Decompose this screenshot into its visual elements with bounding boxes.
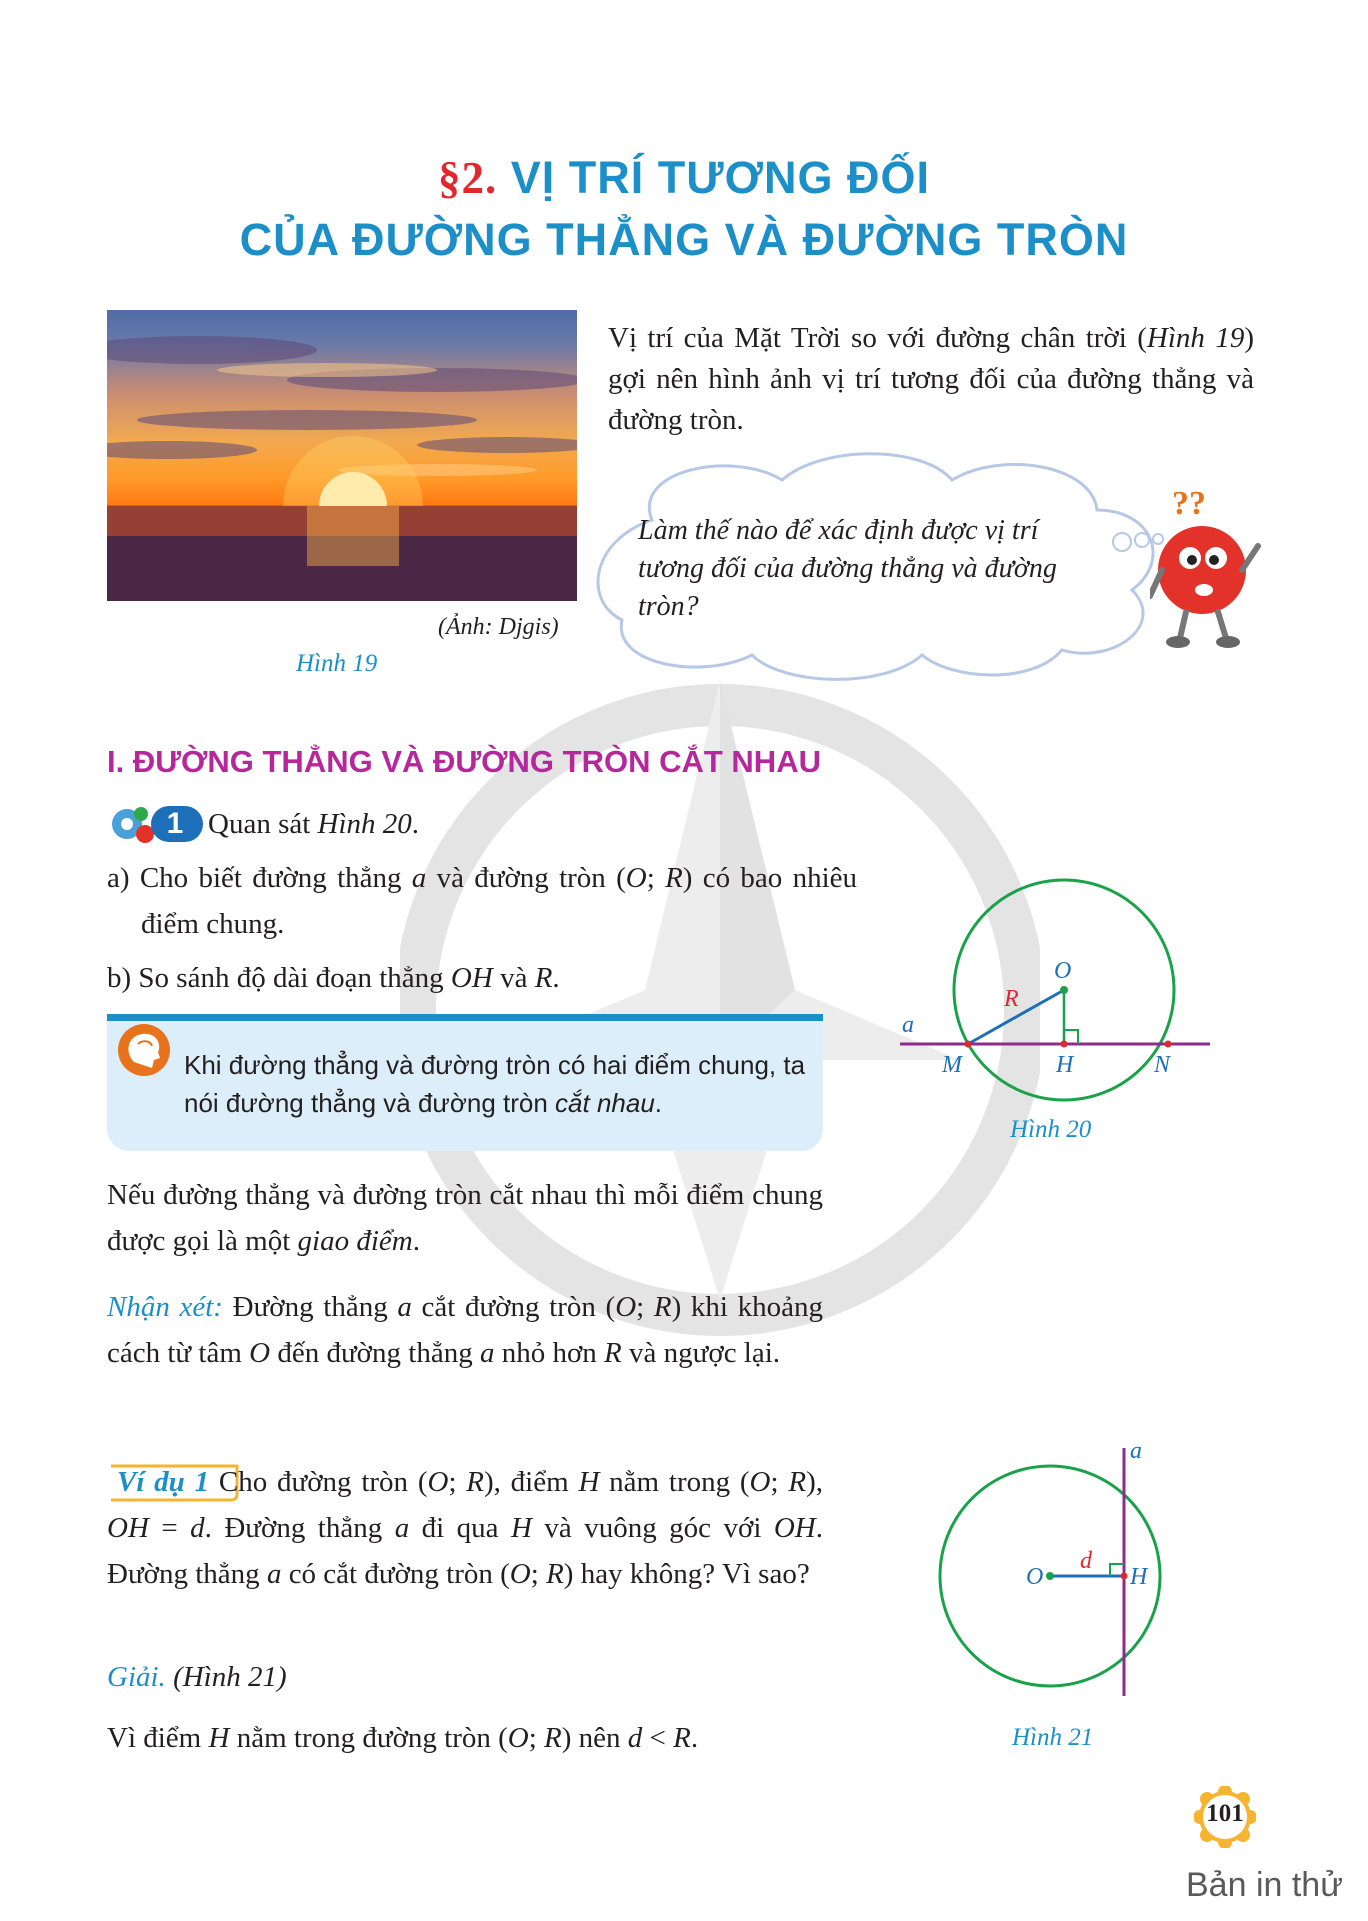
remark-p3: ; — [636, 1291, 654, 1323]
fig21-label-O: O — [1026, 1564, 1044, 1590]
fig21-point-H — [1121, 1573, 1128, 1580]
remark-paragraph — [107, 1284, 823, 1376]
sol-e: < — [642, 1722, 674, 1754]
solution-line — [107, 1716, 698, 1760]
item-a-O: O — [625, 862, 647, 894]
definition-text-b: . — [412, 1225, 420, 1257]
item-b-p3: . — [552, 962, 560, 994]
fig21-label-H: H — [1130, 1564, 1148, 1590]
activity-number: 1 — [166, 807, 184, 840]
item-a-var: a — [411, 862, 427, 894]
ex-p9: đi qua — [409, 1512, 511, 1544]
remark-p2: cắt đường tròn ( — [411, 1291, 616, 1323]
fig21-label-d: d — [1080, 1548, 1092, 1574]
section-mark: §2. — [438, 153, 498, 203]
item-a-p1: a) Cho biết đường thẳng — [107, 862, 412, 894]
ex-p13: ; — [530, 1558, 547, 1590]
remark-R2: R — [604, 1337, 622, 1369]
page-title-line1 — [0, 152, 1368, 204]
sunset-photo — [107, 310, 577, 601]
ex-d: d — [190, 1512, 205, 1544]
item-a-R: R — [665, 862, 683, 894]
ex-p5: ; — [770, 1466, 789, 1498]
ex-H: H — [578, 1466, 600, 1498]
remark-p1: Đường thẳng — [222, 1291, 398, 1323]
activity-ref: Hình 20 — [317, 808, 412, 840]
example-paragraph — [107, 1459, 823, 1597]
activity-text-a: Quan sát — [208, 808, 318, 840]
ex-OH: OH — [107, 1512, 149, 1544]
ex-R: R — [466, 1466, 484, 1498]
activity-item-b — [107, 956, 560, 1000]
ex-p12: có cắt đường tròn ( — [281, 1558, 510, 1590]
sol-dvar: d — [627, 1722, 643, 1754]
ex-p8: . Đường thẳng — [204, 1512, 395, 1544]
brain-head-icon — [116, 1022, 172, 1078]
ex-OH2: OH — [773, 1512, 816, 1544]
item-a-p3: ; — [646, 862, 666, 894]
sol-O: O — [507, 1722, 529, 1754]
figure19-caption: Hình 19 — [296, 650, 378, 677]
definition-text-a: Nếu đường thẳng và đường tròn cắt nhau thì mỗi điểm chung được gọi là một — [107, 1179, 823, 1257]
solution-ref: (Hình 21) — [165, 1661, 287, 1693]
remark-a2: a — [479, 1337, 495, 1369]
item-a-p2: và đường tròn ( — [426, 862, 626, 894]
item-b-p2: và — [492, 962, 535, 994]
figure21-diagram — [930, 1436, 1190, 1696]
ex-a2: a — [266, 1558, 282, 1590]
item-b-p1: b) So sánh độ dài đoạn thẳng — [107, 962, 451, 994]
fig20-label-R: R — [1004, 986, 1019, 1012]
sol-c: ; — [528, 1722, 545, 1754]
intro-text-a: Vị trí của Mặt Trời so với đường chân trời ( — [608, 322, 1147, 354]
fig20-point-M — [965, 1041, 972, 1048]
fig21-point-O — [1046, 1572, 1054, 1580]
fig20-label-O: O — [1054, 958, 1072, 984]
sol-f: . — [690, 1722, 699, 1754]
remark-p6: nhỏ hơn — [494, 1337, 605, 1369]
fig20-point-H — [1061, 1041, 1068, 1048]
example-label: Ví dụ 1 — [117, 1466, 210, 1498]
figure20-caption: Hình 20 — [1010, 1116, 1092, 1143]
remark-O: O — [615, 1291, 637, 1323]
sunset-image — [107, 310, 577, 601]
ex-p6: ), — [806, 1466, 823, 1498]
intro-ref: Hình 19 — [1146, 322, 1245, 354]
ex-p1: Cho đường tròn ( — [209, 1466, 428, 1498]
remark-p7: và ngược lại. — [621, 1337, 781, 1369]
keybox-text-b: . — [654, 1088, 663, 1118]
fig20-label-H: H — [1056, 1052, 1074, 1078]
fig20-label-M: M — [942, 1052, 962, 1078]
figure20-diagram — [880, 860, 1220, 1120]
solution-label-line — [107, 1655, 287, 1699]
fig21-label-a: a — [1130, 1438, 1142, 1464]
ex-p11: . Đường thẳng — [107, 1512, 823, 1590]
ex-p14: ) hay không? Vì sao? — [563, 1558, 810, 1590]
ex-p7: = — [148, 1512, 191, 1544]
draft-watermark: Bản in thử — [1186, 1866, 1343, 1904]
intro-paragraph — [608, 318, 1254, 441]
fig20-point-N — [1165, 1041, 1172, 1048]
item-a-p4: ) có bao nhiêu điểm chung. — [141, 862, 857, 940]
definition-paragraph — [107, 1172, 823, 1264]
ex-p3: ), điểm — [484, 1466, 579, 1498]
sol-b: nằm trong đường tròn ( — [229, 1722, 508, 1754]
definition-em: giao điểm — [297, 1225, 413, 1257]
keybox-em: cắt nhau — [555, 1088, 655, 1118]
intro-text-b: ) gợi nên hình ảnh vị trí tương đối của đường thẳng và đường tròn. — [608, 322, 1254, 436]
fig20-label-N: N — [1154, 1052, 1171, 1078]
key-definition-text — [184, 1046, 810, 1122]
ex-R3: R — [546, 1558, 564, 1590]
figure21-caption: Hình 21 — [1012, 1724, 1094, 1751]
sol-R2: R — [673, 1722, 691, 1754]
ex-p10: và vuông góc với — [531, 1512, 774, 1544]
sol-H: H — [208, 1722, 230, 1754]
ex-O3: O — [509, 1558, 531, 1590]
remark-O2: O — [249, 1337, 271, 1369]
item-b-OH: OH — [450, 962, 493, 994]
sol-R: R — [544, 1722, 562, 1754]
ex-O2: O — [749, 1466, 771, 1498]
mascot-icon — [1150, 486, 1280, 656]
ex-H2: H — [511, 1512, 532, 1544]
page-number: 101 — [1206, 1800, 1244, 1827]
remark-p5: đến đường thẳng — [270, 1337, 480, 1369]
ex-a: a — [394, 1512, 410, 1544]
section-heading: I. ĐƯỜNG THẲNG VÀ ĐƯỜNG TRÒN CẮT NHAU — [107, 744, 821, 779]
title-line1-text: VỊ TRÍ TƯƠNG ĐỐI — [510, 152, 930, 203]
remark-a: a — [397, 1291, 412, 1323]
item-b-R: R — [534, 962, 553, 994]
ex-p2: ; — [448, 1466, 467, 1498]
remark-label: Nhận xét: — [107, 1291, 223, 1323]
keybox-text-a: Khi đường thẳng và đường tròn có hai điểm chung, ta nói đường thẳng và đường tròn — [184, 1050, 806, 1118]
fig20-point-O — [1060, 986, 1068, 994]
ex-R2: R — [788, 1466, 807, 1498]
mascot-question-marks: ?? — [1172, 486, 1206, 522]
photo-credit: (Ảnh: Djgis) — [438, 614, 559, 640]
solution-label: Giải. — [107, 1661, 166, 1693]
sol-a: Vì điểm — [107, 1722, 209, 1754]
page-title-line2: CỦA ĐƯỜNG THẲNG VÀ ĐƯỜNG TRÒN — [239, 214, 1129, 265]
sol-d: ) nên — [561, 1722, 628, 1754]
activity-instruction — [208, 802, 419, 846]
fig20-label-a: a — [902, 1012, 914, 1038]
thought-text: Làm thế nào để xác định được vị trí tương đối của đường thẳng và đường tròn? — [638, 515, 1057, 622]
remark-R: R — [653, 1291, 672, 1323]
ex-p4: nằm trong ( — [599, 1466, 750, 1498]
ex-O: O — [427, 1466, 449, 1498]
remark-p4: ) khi khoảng cách từ tâm — [107, 1291, 823, 1369]
activity-text-b: . — [411, 808, 420, 840]
activity-item-a — [107, 855, 857, 947]
